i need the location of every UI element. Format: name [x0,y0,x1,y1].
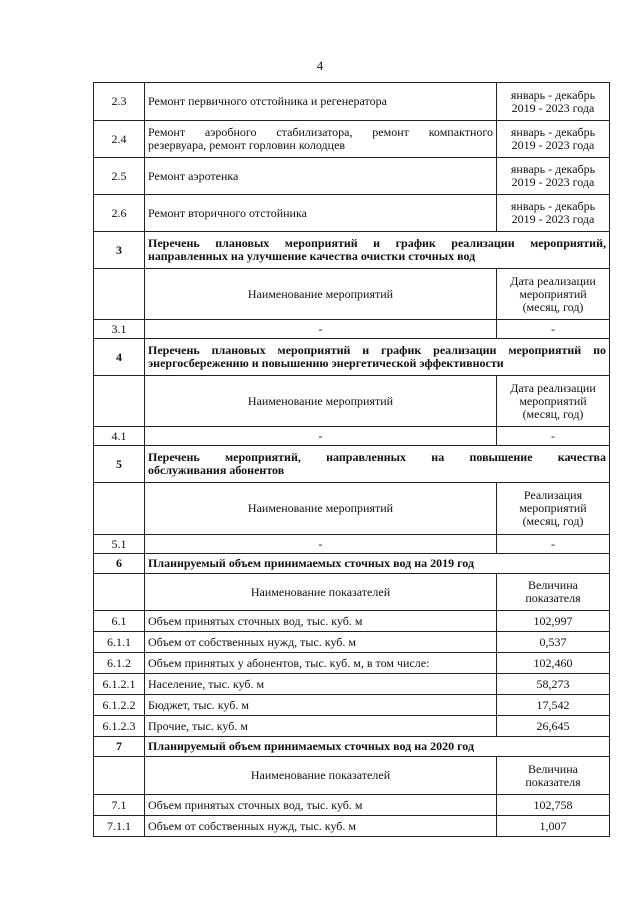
column-header-name: Наименование показателей [145,574,497,611]
column-header-date: Дата реализации мероприятий (месяц, год) [497,376,610,427]
column-header-row [94,269,610,320]
measure-name: Ремонт вторичного отстойника [145,195,497,232]
measure-name: Ремонт первичного отстойника и регенератора [145,83,497,121]
column-header-value: Величина показателя [497,757,610,795]
table-row [94,83,610,121]
column-header-row [94,483,610,535]
column-header-date: Дата реализации мероприятий (месяц, год) [497,269,610,320]
section-number: 6 [94,554,145,574]
column-header-name: Наименование мероприятий [145,269,497,320]
measure-name: Ремонт аэробного стабилизатора, ремонт компактного резервуара, ремонт горловин колодцев [145,121,497,158]
indicator-name: Объем принятых у абонентов, тыс. куб. м, в том числе: [145,653,497,674]
column-header-row [94,574,610,611]
measures-table [93,82,610,837]
empty-cell [94,269,145,320]
measure-term: январь - декабрь 2019 - 2023 года [497,195,610,232]
indicator-value: 17,542 [497,695,610,716]
indicator-value: 26,645 [497,716,610,737]
empty-cell [94,757,145,795]
measure-term: январь - декабрь 2019 - 2023 года [497,158,610,195]
table-row [94,195,610,232]
row-number: 5.1 [94,535,145,554]
row-number: 6.1 [94,611,145,632]
row-number: 3.1 [94,320,145,339]
page-number: 4 [316,58,324,73]
row-number: 2.4 [94,121,145,158]
table-row [94,427,610,446]
row-number: 4.1 [94,427,145,446]
indicator-name: Объем принятых сточных вод, тыс. куб. м [145,611,497,632]
indicator-value: 1,007 [497,816,610,837]
column-header-row [94,376,610,427]
row-number: 7.1.1 [94,816,145,837]
indicator-name: Население, тыс. куб. м [145,674,497,695]
section-title: Планируемый объем принимаемых сточных вод на 2020 год [145,737,610,757]
column-header-row [94,757,610,795]
measure-name: - [145,535,497,554]
section-title: Планируемый объем принимаемых сточных вод на 2019 год [145,554,610,574]
section-title: Перечень мероприятий, направленных на повышение качества обслуживания абонентов [145,446,610,483]
column-header-name: Наименование показателей [145,757,497,795]
measure-term: январь - декабрь 2019 - 2023 года [497,121,610,158]
column-header-name: Наименование мероприятий [145,483,497,535]
table-row [94,653,610,674]
section-title: Перечень плановых мероприятий и график реализации мероприятий по энергосбережению и повышению энергетической эффективности [145,339,610,376]
column-header-value: Величина показателя [497,574,610,611]
indicator-value: 102,460 [497,653,610,674]
section-header-row [94,339,610,376]
column-header-date: Реализация мероприятий (месяц, год) [497,483,610,535]
measure-name: - [145,427,497,446]
indicator-name: Прочие, тыс. куб. м [145,716,497,737]
table-row [94,535,610,554]
section-header-row [94,446,610,483]
row-number: 2.3 [94,83,145,121]
table-row [94,121,610,158]
table-row [94,158,610,195]
indicator-value: 102,997 [497,611,610,632]
measure-date: - [497,535,610,554]
measure-date: - [497,320,610,339]
row-number: 6.1.2.1 [94,674,145,695]
table-row [94,695,610,716]
indicator-name: Объем от собственных нужд, тыс. куб. м [145,816,497,837]
empty-cell [94,574,145,611]
row-number: 6.1.1 [94,632,145,653]
table-row [94,795,610,816]
table-row [94,816,610,837]
table-row [94,674,610,695]
section-number: 5 [94,446,145,483]
section-header-row [94,554,610,574]
measure-term: январь - декабрь 2019 - 2023 года [497,83,610,121]
indicator-name: Объем от собственных нужд, тыс. куб. м [145,632,497,653]
table-row [94,632,610,653]
measure-name: - [145,320,497,339]
indicator-value: 58,273 [497,674,610,695]
table-row [94,611,610,632]
row-number: 6.1.2.2 [94,695,145,716]
indicator-value: 0,537 [497,632,610,653]
indicator-name: Бюджет, тыс. куб. м [145,695,497,716]
section-number: 3 [94,232,145,269]
indicator-value: 102,758 [497,795,610,816]
empty-cell [94,376,145,427]
measure-date: - [497,427,610,446]
table-row [94,716,610,737]
row-number: 6.1.2 [94,653,145,674]
section-header-row [94,737,610,757]
section-number: 4 [94,339,145,376]
row-number: 2.6 [94,195,145,232]
section-header-row [94,232,610,269]
section-title: Перечень плановых мероприятий и график реализации мероприятий, направленных на улучшение качества очистки сточных вод [145,232,610,269]
indicator-name: Объем принятых сточных вод, тыс. куб. м [145,795,497,816]
section-number: 7 [94,737,145,757]
column-header-name: Наименование мероприятий [145,376,497,427]
empty-cell [94,483,145,535]
row-number: 7.1 [94,795,145,816]
row-number: 6.1.2.3 [94,716,145,737]
measure-name: Ремонт аэротенка [145,158,497,195]
row-number: 2.5 [94,158,145,195]
table-row [94,320,610,339]
